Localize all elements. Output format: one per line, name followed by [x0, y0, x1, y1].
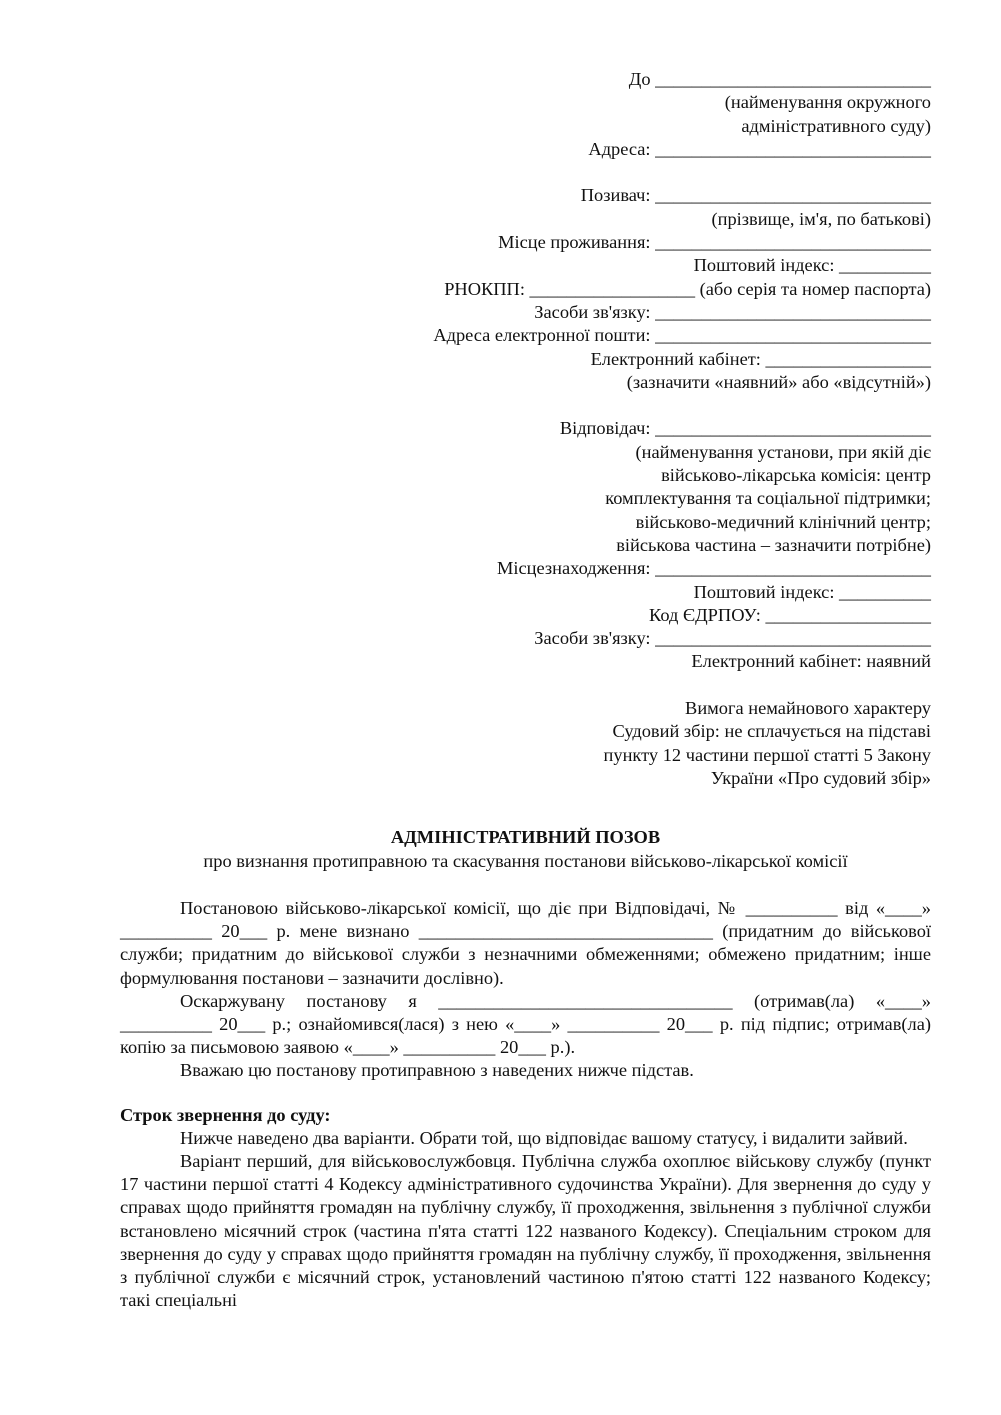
spacer: [330, 674, 931, 697]
body-paragraph: Оскаржувану постанову я ________________________________ (отримав(ла) «____» __________ 20___ р.; ознайомився(лася) з нею «____» __________ 20___ р. під підпис; отримав(ла) копію за письмовою заявою «____» __________ 20___ р.).: [120, 990, 931, 1058]
court-hint-line: адміністративного суду): [741, 115, 931, 136]
court-fee-line: Судовий збір: не сплачується на підставі: [612, 721, 931, 742]
cabinet-field: Електронний кабінет: наявний: [691, 651, 931, 672]
body-paragraph: Постановою військово-лікарської комісії, що діє при Відповідачі, № __________ від «____» __________ 20___ р. мене визнано ________________________________ (придатним до військової служби; придатним до військової служби з незначними обмеженнями; обмежено придатним; інше формулювання постанови – зазначити дослівно).: [120, 898, 931, 988]
section-heading: Строк звернення до суду:: [120, 1104, 331, 1125]
edrpou-field: Код ЄДРПОУ: __________________: [649, 604, 931, 625]
court-fee-line: України «Про судовий збір»: [710, 767, 931, 788]
spacer: [330, 394, 931, 417]
court-fee-line: пункту 12 частини першої статті 5 Закону: [603, 744, 931, 765]
body-paragraph: Нижче наведено два варіанти. Обрати той, що відповідає вашому статусу, і видалити зайвий.: [180, 1127, 908, 1148]
court-address-field: Адреса: ______________________________: [588, 138, 931, 159]
court-to-field: До ______________________________: [628, 69, 931, 89]
document-subtitle: про визнання протиправною та скасування постанови військово-лікарської комісії: [203, 851, 848, 871]
court-hint-line: (найменування окружного: [724, 92, 931, 113]
defendant-field: Відповідач: ______________________________: [559, 418, 931, 439]
plaintiff-field: Позивач: ______________________________: [580, 185, 931, 206]
rnokpp-field: РНОКПП: __________________ (або серія та номер паспорта): [444, 278, 931, 299]
cabinet-hint: (зазначити «наявний» або «відсутній»): [626, 371, 931, 392]
plaintiff-hint: (прізвище, ім'я, по батькові): [711, 208, 931, 229]
contacts-field: Засоби зв'язку: ______________________________: [534, 628, 931, 649]
spacer: [330, 161, 931, 184]
defendant-hint-line: (найменування установи, при якій діє: [635, 441, 931, 462]
claim-type-line: Вимога немайнового характеру: [685, 698, 931, 719]
contacts-field: Засоби зв'язку: ______________________________: [534, 301, 931, 322]
defendant-hint-line: військово-медичний клінічний центр;: [635, 511, 931, 532]
header-block: [330, 68, 931, 790]
document-body: [120, 897, 931, 1312]
email-field: Адреса електронної пошти: ______________________________: [433, 325, 931, 346]
location-field: Місцезнаходження: ______________________________: [497, 558, 931, 579]
residence-field: Місце проживання: ______________________________: [498, 232, 931, 253]
defendant-hint-line: комплектування та соціальної підтримки;: [605, 488, 931, 509]
defendant-hint-line: військово-лікарська комісія: центр: [661, 465, 931, 486]
body-paragraph: Вважаю цю постанову протиправною з наведених нижче підстав.: [180, 1060, 694, 1081]
body-paragraph: Варіант перший, для військовослужбовця. Публічна служба охоплює військову службу (пункт 17 частини першої статті 4 Кодексу адміністративного судочинства України). Для звернення до суду у справах щодо прийняття громадян на публічну службу, її проходження, звільнення з публічної служби встановлено місячний строк (частина п'ята статті 122 названого Кодексу). Спеціальним строком для звернення до суду у справах щодо прийняття громадян на публічну службу, її проходження, звільнення з публічної служби є місячний строк, установлений частиною п'ятою статті 122 названого Кодексу; такі спеціальні: [120, 1151, 931, 1311]
postal-code-field: Поштовий індекс: __________: [693, 581, 931, 602]
cabinet-field: Електронний кабінет: __________________: [590, 348, 931, 369]
defendant-hint-line: військова частина – зазначити потрібне): [616, 534, 931, 555]
postal-code-field: Поштовий індекс: __________: [693, 255, 931, 276]
document-title: АДМІНІСТРАТИВНИЙ ПОЗОВ: [390, 827, 661, 847]
